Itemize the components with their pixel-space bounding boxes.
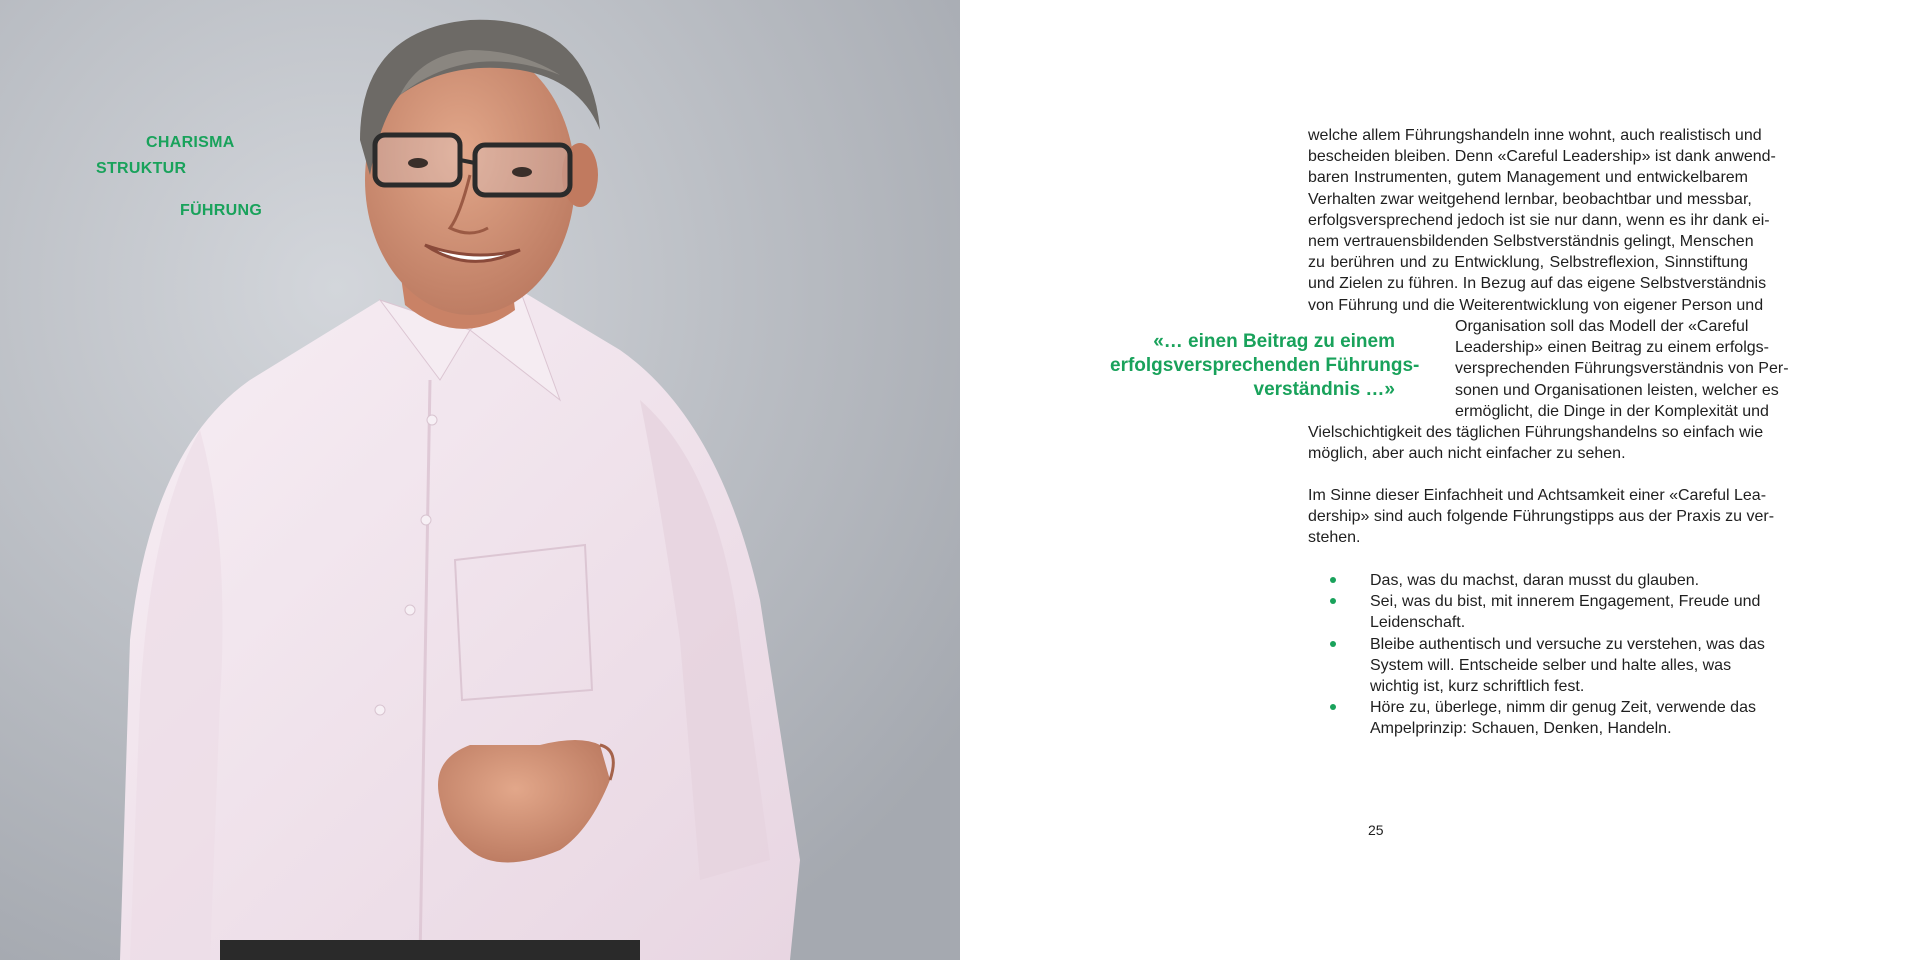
text-line: möglich, aber auch nicht einfacher zu sehen. — [1308, 445, 1626, 463]
body-paragraph-1-indented — [1455, 316, 1789, 422]
text-line: sonen und Organisationen leisten, welcher es — [1455, 381, 1779, 399]
tip-text: wichtig ist, kurz schriftlich fest. — [1370, 678, 1585, 696]
text-line: ermöglicht, die Dinge in der Komplexität und — [1455, 402, 1769, 420]
text-line: Leadership» einen Beitrag zu einem erfolgs- — [1455, 339, 1769, 357]
tip-text: Das, was du machst, daran musst du glauben. — [1370, 572, 1700, 589]
text-line: stehen. — [1308, 529, 1361, 547]
keyword-struktur: STRUKTUR — [96, 160, 187, 177]
text-line: zu berühren und zu Entwicklung, Selbstreflexion, Sinnstiftung — [1308, 254, 1748, 272]
page-number: 25 — [1368, 822, 1384, 838]
tip-text: Bleibe authentisch und versuche zu verstehen, was das — [1370, 635, 1765, 653]
body-paragraph-1 — [1308, 125, 1776, 316]
text-line: bescheiden bleiben. Denn «Careful Leadership» ist dank anwend- — [1308, 148, 1776, 166]
text-line: Organisation soll das Modell der «Careful — [1455, 318, 1749, 335]
text-line: erfolgsversprechend jedoch ist sie nur dann, wenn es ihr dank ei- — [1308, 211, 1770, 229]
tip-text: System will. Entscheide selber und halte alles, was — [1370, 656, 1732, 674]
tip-text: Sei, was du bist, mit innerem Engagement, Freude und — [1370, 593, 1761, 611]
pull-quote-line: erfolgsversprechenden Führungs- — [1110, 355, 1420, 376]
list-item — [1330, 570, 1760, 591]
text-line: von Führung und die Weiterentwicklung von eigener Person und — [1308, 296, 1764, 314]
text-line: Verhalten zwar weitgehend lernbar, beobachtbar und messbar, — [1308, 190, 1752, 208]
list-item — [1330, 634, 1765, 698]
pull-quote-line: verständnis …» — [1253, 379, 1395, 400]
text-line: dership» sind auch folgende Führungstipps aus der Praxis zu ver- — [1308, 508, 1775, 526]
bullet-icon — [1330, 598, 1336, 604]
list-item — [1330, 697, 1760, 739]
text-page — [960, 0, 1920, 960]
pull-quote — [1110, 330, 1420, 402]
leadership-tips-list — [1330, 570, 1765, 740]
bullet-icon — [1330, 577, 1336, 583]
tip-text: Ampelprinzip: Schauen, Denken, Handeln. — [1370, 720, 1672, 738]
list-item — [1330, 591, 1760, 633]
bullet-icon — [1330, 641, 1336, 647]
keyword-fuehrung: FÜHRUNG — [180, 202, 263, 219]
text-line: Im Sinne dieser Einfachheit und Achtsamkeit einer «Careful Lea- — [1308, 487, 1767, 504]
text-line: und Zielen zu führen. In Bezug auf das eigene Selbstverständnis — [1308, 275, 1767, 293]
bullet-icon — [1330, 704, 1336, 710]
text-line: baren Instrumenten, gutem Management und entwickelbarem — [1308, 169, 1748, 187]
tip-text: Leidenschaft. — [1370, 614, 1466, 632]
text-line: versprechenden Führungsverständnis von Per- — [1455, 360, 1789, 378]
tip-text: Höre zu, überlege, nimm dir genug Zeit, verwende das — [1370, 699, 1756, 717]
body-paragraph-2 — [1308, 485, 1775, 549]
text-line: welche allem Führungshandeln inne wohnt, auch realistisch und — [1308, 127, 1762, 144]
keyword-charisma: CHARISMA — [146, 134, 235, 151]
text-line: nem vertrauensbildenden Selbstverständnis gelingt, Menschen — [1308, 233, 1754, 251]
text-line: Vielschichtigkeit des täglichen Führungshandelns so einfach wie — [1308, 424, 1764, 441]
pull-quote-line: «… einen Beitrag zu einem — [1153, 331, 1395, 352]
body-paragraph-1-end — [1308, 422, 1764, 464]
